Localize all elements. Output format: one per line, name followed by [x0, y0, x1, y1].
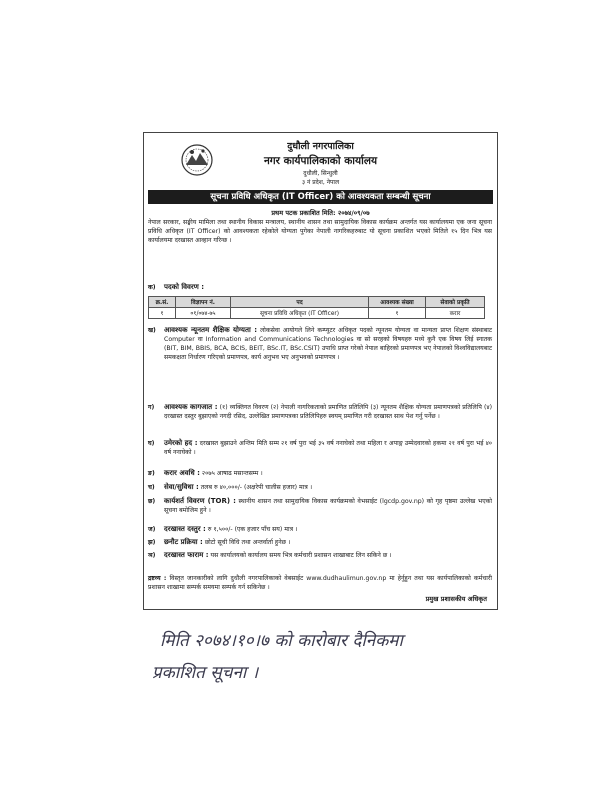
- section-title: दरखास्त फाराम :: [164, 551, 209, 559]
- notice-title-banner: सूचना प्रविधि अधिकृत (IT Officer) को आवश्यकता सम्बन्धी सूचना: [148, 190, 493, 204]
- table-header-row: [149, 297, 485, 308]
- table-row: [149, 308, 485, 319]
- section-title: कार्यशर्त विवरण (TOR) :: [164, 497, 236, 505]
- section-ka: [148, 283, 492, 292]
- section-label: झ): [148, 539, 156, 546]
- office-location: दुधौली, सिन्धुली: [303, 170, 338, 177]
- section-nga: [148, 469, 492, 478]
- handwritten-note-line-2: प्रकाशित सूचना ।: [152, 663, 259, 683]
- section-kha: [148, 326, 492, 384]
- section-chha: [148, 497, 492, 517]
- table-cell: ०१/०७४-७५: [176, 308, 231, 319]
- section-text: तलब रु ४०,०००/- (अक्षरेपी चालीस हजार) मात्र ।: [200, 484, 313, 491]
- office-name: नगर कार्यपालिकाको कार्यालय: [263, 155, 378, 167]
- section-title: आवश्यक न्यूनतम शैक्षिक योग्यता :: [164, 326, 258, 334]
- footnote: [148, 574, 492, 592]
- publish-date: प्रथम पटक प्रकाशित मिति: २०७४/०९/०७: [271, 209, 370, 217]
- section-text: छोटो सूची विधि तथा अन्तर्वार्ता हुनेछ ।: [204, 539, 291, 546]
- column-header: पद: [231, 297, 369, 308]
- table-cell: १: [369, 308, 426, 319]
- table-cell: सूचना प्रविधि अधिकृत (IT Officer): [231, 308, 369, 319]
- footnote-text: विस्तृत जानकारीको लागि दुधौली नगरपालिकाको वेबसाईट www.dudhaulimun.gov.np मा हेर्नुहुन तथा यस कार्यपालिकाको कर्मचारी प्रशासन शाखामा सम्पर्क समयमा सम्पर्क गर्न सकिनेछ ।: [148, 575, 493, 591]
- column-header: क्र.सं.: [149, 297, 176, 308]
- section-label: ख): [148, 327, 156, 334]
- section-title: करार अवधि :: [164, 469, 200, 477]
- section-cha: [148, 483, 492, 492]
- section-title: छनौट प्रक्रिया :: [164, 538, 203, 546]
- section-title: सेवा/सुविधा :: [164, 483, 199, 491]
- footnote-label: द्रष्टव्य :: [148, 575, 167, 582]
- section-text: दरखास्त बुझाउने अन्तिम मिति सम्म २१ वर्ष पुरा भई ३५ वर्ष ननाघेको तथा महिला र अपाङ्ग उम्मेदवारको हकमा २१ वर्ष पुरा भई ४० वर्ष ननाघेको ।: [164, 440, 492, 456]
- section-text: स्थानीय शासन तथा सामुदायिक विकास कार्यक्रमको वेभसाईट (lgcdp.gov.np) को गृह पृष्ठमा उल्लेख भएको सूचना बमोजिम हुने ।: [164, 498, 492, 514]
- section-text: यस कार्यालयको कार्यालय समय भित्र कर्मचारी प्रशासन शाखाबाट लिन सकिने छ ।: [210, 552, 392, 559]
- section-label: ङ): [148, 470, 155, 477]
- section-nya: [148, 551, 492, 571]
- section-text: रु १,५००/- (एक हजार पाँच सय) मात्र ।: [207, 526, 298, 533]
- signature-title: प्रमुख प्रशासकीय अधिकृत: [425, 595, 487, 603]
- column-header: विज्ञापन नं.: [176, 297, 231, 308]
- section-title: दरखास्त दस्तुर :: [164, 525, 206, 533]
- section-label: च): [148, 484, 155, 491]
- section-label: ञ): [148, 552, 156, 559]
- column-header: आवश्यक संख्या: [369, 297, 426, 308]
- section-label: ग): [148, 404, 155, 411]
- section-ga: [148, 403, 492, 431]
- section-ja: [148, 525, 492, 534]
- section-label: छ): [148, 498, 156, 505]
- table-cell: १: [149, 308, 176, 319]
- section-title: आवश्यक कागजात :: [164, 403, 218, 411]
- intro-paragraph: नेपाल सरकार, सङ्घीय मामिला तथा स्थानीय विकास मन्त्रालय, स्थानीय शासन तथा सामुदायिक विकास कार्यक्रम अन्तर्गत यस कार्यालयमा एक जना सूचना प्रविधि अधिकृत (IT Officer) को आवश्यकता रहेकोले योग्यता पुगेका नेपाली नागरिकहरुबाट यो सूचना प्रकाशित भएको मितिले १५ दिन भित्र यस कार्यालयमा दरखास्त आव्हान गरिन्छ ।: [148, 219, 492, 244]
- municipality-name: दुधौली नगरपालिका: [287, 141, 354, 152]
- handwritten-note-line-1: मिति २०७४।१०।७ को कारोबार दैनिकमा: [160, 631, 403, 651]
- position-table: [148, 296, 485, 319]
- section-jha: [148, 538, 492, 547]
- section-text: (१) व्यक्तिगत विवरण (२) नेपाली नागरिकताको प्रमाणित प्रतिलिपि (३) न्यूनतम शैक्षिक योग्यता प्रमाणपत्रको प्रतिलिपि (४) दरखास्त दस्तुर बुझाएको नगदी रसिद, उल्लेखित प्रमाणपत्रका प्रतिलिपिहरु स्वयम् प्रमाणित गरी दरखास्त साथ पेश गर्नु पर्नेछ ।: [164, 404, 492, 420]
- section-title: पदको विवरण :: [164, 283, 205, 291]
- province-line: ३ नं प्रदेश, नेपाल: [301, 179, 340, 186]
- section-label: ज): [148, 526, 156, 533]
- section-text: लोकसेवा आयोगले लिने कम्प्युटर अधिकृत पदको न्यूनतम योग्यता वा मान्यता प्राप्त शिक्षण संस्थाबाट Computer वा Information and Communications Technologies वा सो सरहको विषयहरु मध्ये कुनै एक विषय लिई स्नातक (BIT, BIM, BBIS, BCA, BCIS, BEIT, BSc.IT, BSc.CSIT) उपाधि प्राप्त गरेको नेपाल बाहिरको प्रमाणपत्र भए नेपालको विश्वविद्यालयबाट समकक्षता निर्धारण गरिएको प्रमाणपत्र, कार्य अनुभव भए अनुभवको प्रमाणपत्र ।: [164, 327, 492, 361]
- column-header: सेवाको प्रकृति: [426, 297, 485, 308]
- section-title: उमेरको हद :: [164, 439, 198, 447]
- table-cell: करार: [426, 308, 485, 319]
- section-text: २०७५ आषाढ मसान्तसम्म ।: [201, 470, 263, 477]
- section-label: घ): [148, 440, 155, 447]
- section-label: क): [148, 284, 156, 291]
- section-gha: [148, 439, 492, 459]
- vacancy-notice: [143, 132, 498, 610]
